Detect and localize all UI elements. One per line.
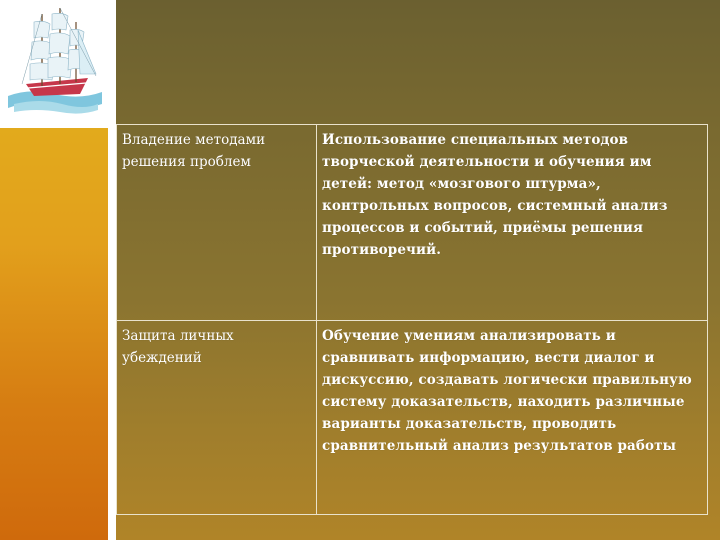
table-cell-description: Использование специальных методов творческой деятельности и обучения им детей: метод «мозгового штурма», контрольных вопросов, системный анализ процессов и событий, приёмы решения противоречий. bbox=[317, 125, 708, 321]
content-table bbox=[116, 124, 706, 514]
table-row bbox=[117, 321, 708, 515]
table-row bbox=[117, 125, 708, 321]
table-cell-competence: Владение методами решения проблем bbox=[117, 125, 317, 321]
divider-line bbox=[108, 0, 116, 540]
table-cell-description: Обучение умениям анализировать и сравнивать информацию, вести диалог и дискуссию, создавать логически правильную систему доказательств, находить различные варианты доказательств, проводить сравнительный анализ результатов работы bbox=[317, 321, 708, 515]
sailing-ship-icon bbox=[0, 0, 108, 128]
table-cell-competence: Защита личных убеждений bbox=[117, 321, 317, 515]
logo bbox=[0, 0, 108, 128]
